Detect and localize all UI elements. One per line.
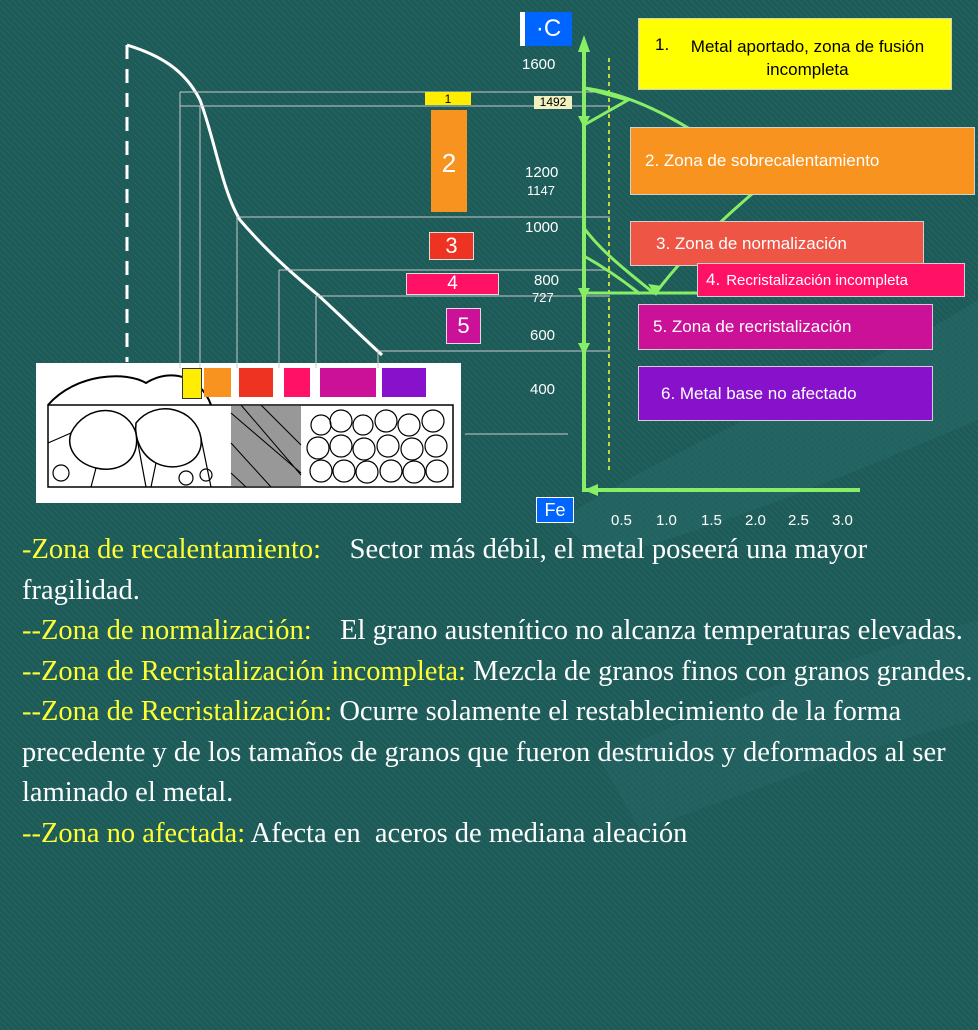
legend-zone-4-label: Recristalización incompleta (726, 271, 908, 289)
x-tick-0-5: 0.5 (611, 512, 632, 529)
zone-bar-1: 1 (425, 92, 471, 105)
zone-bar-2: 2 (431, 110, 467, 212)
legend-zone-1-number: 1. (655, 35, 670, 54)
paragraph-label: -Zona de recalentamiento: (22, 534, 322, 565)
y-tick-1000: 1000 (525, 219, 559, 236)
y-tick-600: 600 (530, 327, 556, 344)
y-tick-800: 800 (534, 272, 560, 289)
y-tick-727: 727 (532, 290, 554, 305)
x-tick-1-5: 1.5 (701, 512, 722, 529)
y-tick-400: 400 (530, 381, 556, 398)
y-tick-1492: 1492 (534, 96, 572, 109)
x-tick-3-0: 3.0 (832, 512, 853, 529)
paragraph-text: Mezcla de granos finos con granos grandes. (465, 655, 973, 687)
paragraph-normalizacion (22, 611, 978, 652)
paragraph-label: --Zona no afectada: (22, 817, 246, 849)
paragraph-text: Ocurre solamente el restablecimiento de la forma precedente y de los tamaños de granos que fueron destruidos y deformados al ser laminado el metal. (22, 696, 953, 808)
paragraph-text: Afecta en aceros de mediana aleación (245, 817, 688, 849)
zone-bar-4: 4 (406, 273, 499, 295)
y-axis-unit: ·C (520, 12, 572, 46)
x-tick-2-5: 2.5 (788, 512, 809, 529)
paragraph-recristalizacion-incompleta (22, 652, 978, 693)
body-text (0, 530, 978, 1030)
paragraph-label: --Zona de Recristalización incompleta: (22, 655, 466, 687)
paragraph-label: --Zona de normalización: (22, 615, 312, 646)
zone-bar-5: 5 (446, 308, 481, 344)
legend-zone-2: 2. Zona de sobrecalentamiento (630, 127, 975, 195)
y-tick-1147: 1147 (527, 183, 555, 198)
x-axis-origin: Fe (536, 497, 574, 523)
paragraph-text: Sector más débil, el metal poseerá una mayor fragilidad. (22, 534, 875, 606)
y-tick-1600: 1600 (522, 56, 556, 73)
paragraph-recalentamiento (22, 530, 978, 611)
paragraph-no-afectada (22, 814, 978, 855)
legend-zone-1-label: Metal aportado, zona de fusión incompleta (690, 37, 925, 79)
y-tick-1200: 1200 (525, 164, 559, 181)
x-tick-1-0: 1.0 (656, 512, 677, 529)
x-tick-2-0: 2.0 (745, 512, 766, 529)
zone-bar-3: 3 (429, 232, 474, 260)
paragraph-label: --Zona de Recristalización: (22, 696, 333, 727)
axis-arrow-up (578, 35, 590, 52)
legend-zone-5: 5. Zona de recristalización (638, 304, 933, 350)
legend-zone-4-number: 4. (706, 270, 721, 289)
paragraph-text: El grano austenítico no alcanza temperaturas elevadas. (311, 615, 963, 646)
legend-zone-1 (638, 18, 952, 90)
paragraph-recristalizacion (22, 692, 978, 814)
legend-zone-6: 6. Metal base no afectado (638, 366, 933, 421)
legend-zone-3: 3. Zona de normalización (630, 221, 924, 266)
legend-zone-4 (697, 263, 965, 297)
